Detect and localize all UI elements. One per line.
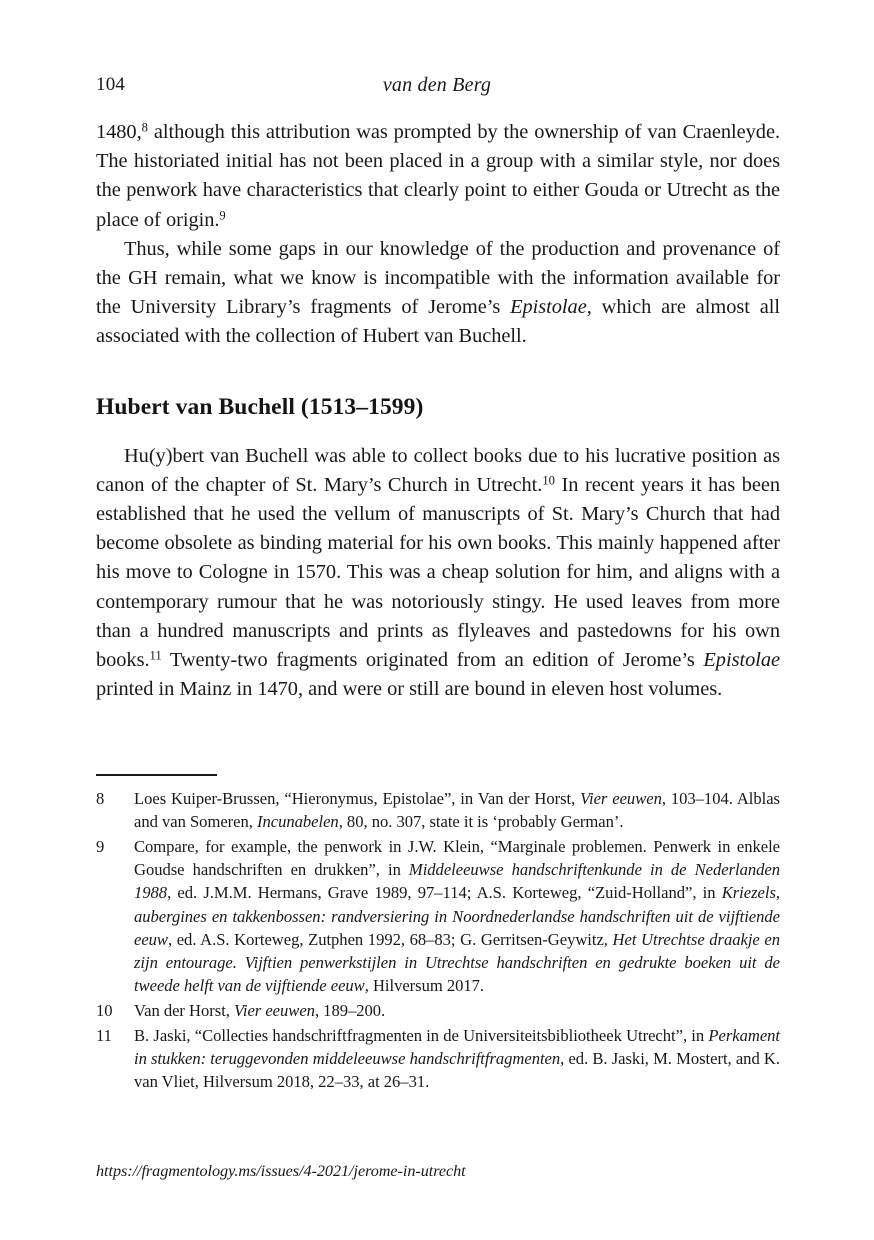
footnote-number: 11 (96, 1025, 112, 1045)
footnote-text-segment: , 80, no. 307, state it is ‘probably German’. (338, 812, 624, 832)
footnote-marker-10[interactable]: 10 (542, 473, 555, 488)
paragraph-2-part-1: Thus, while some gaps in our knowledge of the production and provenance of the GH remain, what we know is incompatible with the information available for the University Library’s fragments of Jerome’s (96, 237, 780, 319)
paragraph-1 (96, 118, 780, 235)
paragraph-3-italic-title: Epistolae (703, 649, 780, 672)
spacer-before-heading (96, 352, 780, 392)
body-text-block (96, 118, 780, 704)
paragraph-2-italic-title: Epistolae (510, 296, 587, 319)
footnote-number: 9 (96, 836, 105, 856)
paragraph-3-part-2: In recent years it has been established that he used the vellum of manuscripts of St. Mary’s Church that had become obsolete as binding material for his own books. This mainly happened after his move to Cologne in 1570. This was a cheap solution for him, and aligns with a contemporary rumour that he was notoriously stingy. He used leaves from more than a hundred manuscripts and prints as flyleaves and pastedowns for his own books. (96, 473, 780, 672)
footnote-text-segment: , 189–200. (314, 1000, 386, 1020)
footnote-italic-title: Middeleeuwse handschriftenkunde in de Nederlanden 1988 (134, 860, 780, 903)
footnote-item (96, 999, 780, 1022)
footnote-marker-11[interactable]: 11 (149, 648, 162, 663)
paragraph-3 (96, 442, 780, 705)
footnote-marker-8[interactable]: 8 (141, 120, 148, 135)
footnote-text-segment: Compare, for example, the penwork in J.W. Klein, “Marginale problemen. Penwerk in enkele Goudse handschriften en drukken”, in (134, 836, 780, 880)
footnote-text-segment: , ed. A.S. Korteweg, Zutphen 1992, 68–83; G. Gerritsen-Geywitz, (167, 929, 613, 949)
running-head (96, 72, 778, 98)
page-number: 104 (96, 74, 126, 95)
footnote-text-segment: Van der Horst, (134, 1000, 235, 1020)
section-heading: Hubert van Buchell (1513–1599) (96, 393, 424, 420)
running-head-title: van den Berg (382, 74, 492, 96)
footnote-item (96, 1024, 780, 1094)
footnote-text (134, 1024, 780, 1094)
footnote-italic-title: Vier eeuwen (580, 789, 662, 808)
paragraph-3-part-1: Hu(y)bert van Buchell was able to collect books due to his lucrative position as canon of the chapter of St. Mary’s Church in Utrecht. (96, 444, 780, 496)
footnote-text (134, 787, 780, 833)
footnote-text-segment: B. Jaski, “Collecties handschriftfragmenten in de Universiteitsbibliotheek Utrecht”, in (134, 1025, 709, 1045)
footnote-separator-rule (96, 774, 217, 776)
paragraph-3-part-3: Twenty-two fragments originated from an edition of Jerome’s (161, 649, 704, 672)
footnote-text-segment: , ed. B. Jaski, M. Mostert, and K. van Vliet, Hilversum 2018, 22–33, at 26–31. (134, 1048, 780, 1091)
footnote-number: 10 (96, 1000, 113, 1020)
footnote-italic-title: Vier eeuwen (234, 1000, 315, 1020)
footnote-text-segment: , 103–104. Alblas and van Someren, (134, 789, 780, 832)
paragraph-1-after-marker: although this attribution was prompted by the ownership of van Craenleyde. The historiated initial has not been placed in a group with a similar style, nor does the penwork have characteristics that clearly point to either Gouda or Utrecht as the place of origin. (96, 121, 780, 231)
spacer-after-heading (96, 422, 780, 442)
paragraph-1-before-marker: 1480, (96, 121, 142, 143)
footnote-italic-title: Het Utrechtse draakje en zijn entourage. Vijftien penwerkstijlen in Utrechtse handschriften en gedrukte boeken uit de tweede helft van de vijftiende eeuw (134, 929, 780, 996)
footnote-number: 8 (96, 789, 105, 808)
footnote-list (96, 787, 780, 1095)
footnote-italic-title: Incunabelen (257, 812, 339, 832)
paragraph-2 (96, 235, 780, 352)
paragraph-3-part-4: printed in Mainz in 1470, and were or still are bound in eleven host volumes. (96, 678, 723, 701)
footnote-marker-9[interactable]: 9 (219, 208, 226, 223)
footnote-item (96, 787, 780, 833)
footnote-text-segment: Loes Kuiper-Brussen, “Hieronymus, Epistolae”, in Van der Horst, (134, 789, 581, 808)
footnote-item (96, 835, 780, 997)
footnote-text-segment: , Hilversum 2017. (364, 976, 485, 996)
paragraph-2-part-2: , which are almost all associated with the collection of Hubert van Buchell. (96, 296, 780, 348)
footnote-italic-title: Perkament in stukken: teruggevonden middeleeuwse handschriftfragmenten (134, 1025, 780, 1068)
footnote-text (134, 999, 780, 1022)
footer-url[interactable]: https://fragmentology.ms/issues/4-2021/jerome-in-utrecht (96, 1162, 466, 1180)
footnote-text (134, 835, 780, 997)
footnote-italic-title: Kriezels, aubergines en takkenbossen: randversiering in Noordnederlandse handschriften uit de vijftiende eeuw (134, 883, 780, 949)
footnote-text-segment: , ed. J.M.M. Hermans, Grave 1989, 97–114; A.S. Korteweg, “Zuid-Holland”, in (167, 883, 722, 903)
